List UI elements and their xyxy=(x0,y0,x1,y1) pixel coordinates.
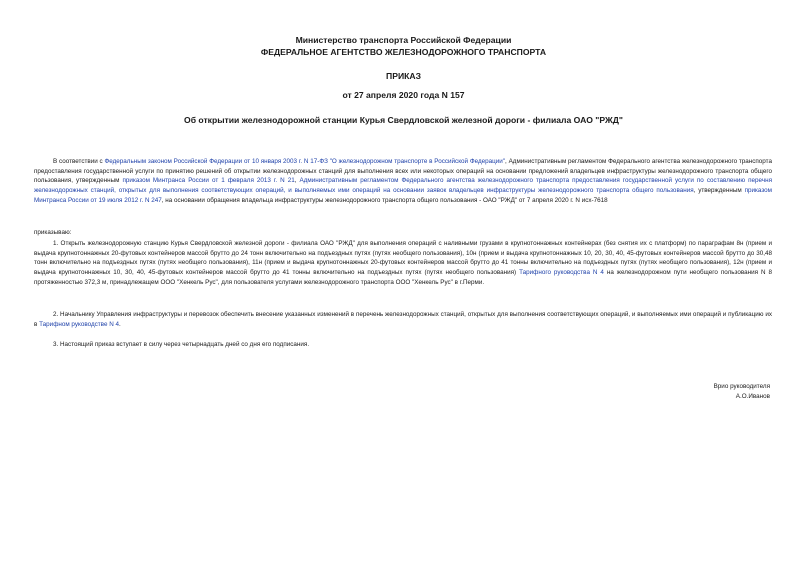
admin-regulation-link[interactable]: Административным регламентом Федерального агентства железнодорожного транспорта предоставления государственной услуги по составлению перечня железнодорожных станций, открытых для выполнения соответствующих операций, и выполняемых ими операций на основании заявок владельцев инфраструктуры железнодорожного транспорта общего пользования xyxy=(34,177,772,195)
order-date: от 27 апреля 2020 года N 157 xyxy=(342,90,465,100)
order-title: ПРИКАЗ xyxy=(386,71,421,81)
federal-law-link[interactable]: Федеральным законом Российской Федерации от 10 января 2003 г. N 17-ФЗ "О железнодорожном транспорте в Российской Федерации" xyxy=(104,158,506,165)
item-2-text-1: 2. Начальнику Управления инфраструктуры и перевозок обеспечить внесение указанных изменений в перечень железнодорожных станций, открытых для выполнения соответствующих операций, и выполняемых ими операций и публикацию их в xyxy=(34,311,772,328)
order-21-link[interactable]: приказом Минтранса России от 1 февраля 2013 г. N 21 xyxy=(122,177,295,185)
signer-name: А.О.Иванов xyxy=(735,393,770,400)
item-2-text-2: . xyxy=(119,320,121,328)
order-subject: Об открытии железнодорожной станции Курья Свердловской железной дороги - филиала ОАО "РЖД" xyxy=(184,115,623,125)
preamble-text-1: В соответствии с xyxy=(53,158,105,165)
agency-name: ФЕДЕРАЛЬНОЕ АГЕНТСТВО ЖЕЛЕЗНОДОРОЖНОГО ТРАНСПОРТА xyxy=(260,47,547,57)
signer-position: Врио руководителя xyxy=(713,383,770,390)
preamble-text-3: , xyxy=(294,177,300,185)
tariff-guide-link[interactable]: Тарифного руководства N 4 xyxy=(519,269,604,277)
item-1-text-2: на железнодорожном пути необщего пользования N 8 протяженностью 372,3 м, принадлежащем ООО "Хенкель Рус", для пользователя услугами железнодорожного транспорта ООО "Хенкель Рус" в г.Перми. xyxy=(34,269,772,286)
ministry-name: Министерство транспорта Российской Федерации xyxy=(295,35,512,45)
preamble-paragraph xyxy=(34,157,772,206)
tariff-guide-link-2[interactable]: Тарифном руководстве N 4 xyxy=(39,320,120,328)
order-247-link[interactable]: приказом Минтранса России от 19 июля 2012 г. N 247 xyxy=(34,187,772,204)
item-1-text-1: 1. Открыть железнодорожную станцию Курья Свердловской железной дороги - филиала ОАО "РЖД" для выполнения операций с наливными грузами в крупнотоннажных контейнерах (без снятия их с платформ) по параграфам 8н (прием и выдача крупнотоннажных 20-футовых контейнеров массой брутто до 24 тонн включительно на подъездных путях (путях необщего пользования), 10н (прием и выдача крупнотоннажных 10, 20, 30, 40, 45-футовых контейнеров массой брутто до 30,48 тонн включительно на подъездных путях (путях необщего пользования), 11н (прием и выдача крупнотоннажных 20-футовых контейнеров массой брутто до 41 тонны включительно на подъездных путях (путях необщего пользования), 12н (прием и выдача крупнотоннажных 10, 30, 40, 45-футовых контейнеров массой брутто до 41 тонны включительно на подъездных путях (путях необщего пользования) xyxy=(34,240,772,277)
item-2-paragraph xyxy=(34,310,772,329)
signature-block xyxy=(714,382,770,402)
preamble-text-5: , на основании обращения владельца инфраструктуры железнодорожного транспорта общего пользования - ОАО "РЖД" от 7 апреля 2020 г. N исх-7618 xyxy=(161,196,608,204)
document-header xyxy=(0,34,807,58)
item-1-paragraph xyxy=(34,239,772,288)
preamble-text-2: , Административным регламентом Федерального агентства железнодорожного транспорта предоставления государственной услуги по принятию решений об открытии железнодорожных станций для выполнения всех или некоторых операций на основании предложений владельцев инфраструктуры железнодорожного транспорта общего пользования, утвержденным xyxy=(34,158,772,185)
order-word: приказываю: xyxy=(34,229,72,236)
preamble-text-4: , утвержденным xyxy=(693,187,745,195)
item-3-paragraph: 3. Настоящий приказ вступает в силу через четырнадцать дней со дня его подписания. xyxy=(53,341,310,348)
